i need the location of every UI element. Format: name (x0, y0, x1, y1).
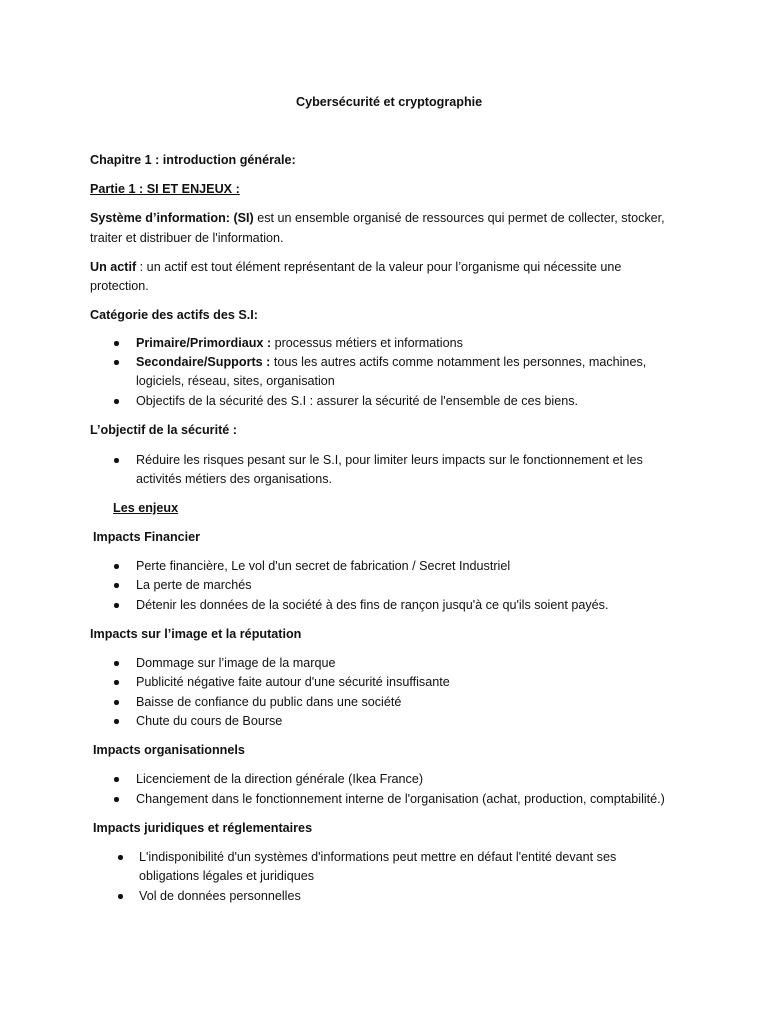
part-heading: Partie 1 : SI ET ENJEUX : (90, 182, 240, 196)
category-item-bold: Primaire/Primordiaux : (136, 336, 272, 350)
si-term: Système d’information: (SI) (90, 211, 254, 225)
objectif-item-line1: Réduire les risques pesant sur le S.I, pour limiter leurs impacts sur le fonctionnement et les (136, 453, 643, 467)
list-item: La perte de marchés (136, 578, 252, 592)
category-item-text: processus métiers et informations (271, 336, 463, 350)
category-item-secondaire-line2: logiciels, réseau, sites, organisation (136, 374, 335, 388)
document-title: Cybersécurité et cryptographie (296, 95, 483, 109)
list-item: Vol de données personnelles (139, 889, 301, 903)
actif-definition-line2: protection. (90, 279, 149, 293)
bullet-icon (114, 583, 119, 588)
bullet-icon (114, 680, 119, 685)
impacts-org-heading: Impacts organisationnels (93, 743, 245, 757)
bullet-icon (114, 661, 119, 666)
category-item-primaire (136, 334, 463, 353)
list-item: Baisse de confiance du public dans une société (136, 695, 402, 709)
list-item-line2: obligations légales et juridiques (139, 869, 315, 883)
objectif-heading: L’objectif de la sécurité : (90, 423, 237, 437)
si-definition-line2: traiter et distribuer de l'information. (90, 231, 284, 245)
bullet-icon (114, 564, 119, 569)
si-definition-text: est un ensemble organisé de ressources qui permet de collecter, stocker, (253, 211, 665, 225)
bullet-icon (114, 797, 119, 802)
categories-heading: Catégorie des actifs des S.I: (90, 308, 258, 322)
list-item: Publicité négative faite autour d'une sécurité insuffisante (136, 675, 450, 689)
bullet-icon (114, 360, 119, 365)
impacts-image-heading: Impacts sur l’image et la réputation (90, 627, 302, 641)
category-item-objectifs: Objectifs de la sécurité des S.I : assurer la sécurité de l'ensemble de ces biens. (136, 394, 579, 408)
bullet-icon (114, 719, 119, 724)
bullet-icon (114, 777, 119, 782)
category-item-text: tous les autres actifs comme notamment les personnes, machines, (270, 355, 647, 369)
list-item: Licenciement de la direction générale (Ikea France) (136, 772, 424, 786)
category-item-bold: Secondaire/Supports : (136, 355, 271, 369)
bullet-icon (118, 855, 123, 860)
actif-definition-text: : un actif est tout élément représentant de la valeur pour l’organisme qui nécessite une (136, 260, 622, 274)
objectif-item-line2: activités métiers des organisations. (136, 472, 332, 486)
list-item: Détenir les données de la société à des fins de rançon jusqu'à ce qu'ils soient payés. (136, 598, 609, 612)
enjeux-heading: Les enjeux (113, 501, 179, 515)
si-definition-line1 (90, 209, 665, 228)
list-item: Chute du cours de Bourse (136, 714, 283, 728)
actif-definition-line1 (90, 258, 621, 277)
impacts-jur-heading: Impacts juridiques et réglementaires (93, 821, 313, 835)
bullet-icon (114, 341, 119, 346)
actif-term: Un actif (90, 260, 137, 274)
chapter-heading: Chapitre 1 : introduction générale: (90, 153, 296, 167)
impacts-financier-heading: Impacts Financier (93, 530, 201, 544)
bullet-icon (114, 399, 119, 404)
bullet-icon (114, 603, 119, 608)
list-item: L'indisponibilité d'un systèmes d'informations peut mettre en défaut l'entité devant ses (139, 850, 617, 864)
list-item: Perte financière, Le vol d'un secret de fabrication / Secret Industriel (136, 559, 511, 573)
list-item: Changement dans le fonctionnement interne de l'organisation (achat, production, comptabilité.) (136, 792, 665, 806)
bullet-icon (114, 458, 119, 463)
bullet-icon (114, 700, 119, 705)
list-item: Dommage sur l’image de la marque (136, 656, 336, 670)
bullet-icon (118, 894, 123, 899)
category-item-secondaire (136, 353, 646, 372)
